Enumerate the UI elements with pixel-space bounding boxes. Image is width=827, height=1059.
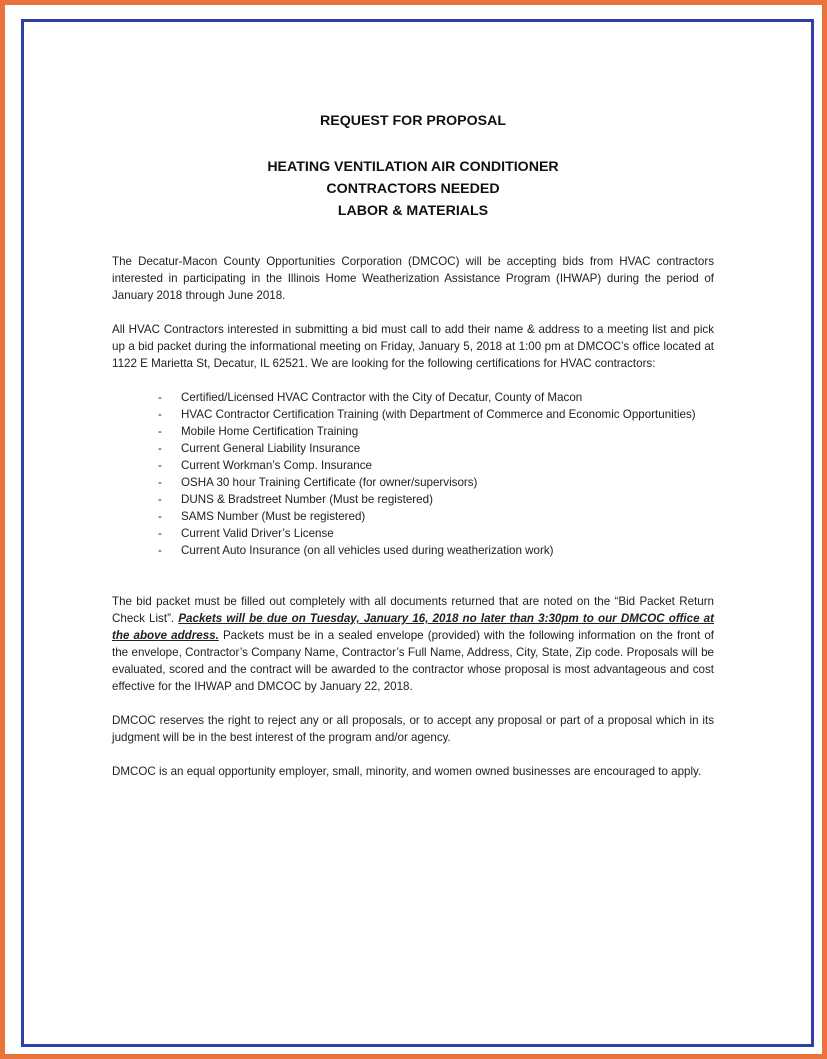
list-item xyxy=(112,457,714,474)
bullet-dash: - xyxy=(158,493,162,506)
list-item xyxy=(112,440,714,457)
list-item-text: DUNS & Bradstreet Number (Must be registered) xyxy=(181,493,433,506)
subtitle-line-3: LABOR & MATERIALS xyxy=(337,203,489,219)
list-item xyxy=(112,406,714,423)
bullet-dash: - xyxy=(158,408,162,421)
bullet-dash: - xyxy=(158,476,162,489)
list-item-text: OSHA 30 hour Training Certificate (for owner/supervisors) xyxy=(181,476,478,489)
list-item xyxy=(112,423,714,440)
bid-packet-text-end: Packets must be in a sealed envelope (provided) with the following information on the front of the envelope, Contractor’s Company Name, Contractor’s Full Name, Address, City, State, Zip code. Proposals will be evaluated, scored and the contract will be awarded to the contractor whose proposal is most advantageous and cost effective for the IHWAP and DMCOC by January 22, 2018. xyxy=(112,629,714,693)
list-item xyxy=(112,474,714,491)
bullet-dash: - xyxy=(158,391,162,404)
intro-paragraph: The Decatur-Macon County Opportunities Corporation (DMCOC) will be accepting bids from HVAC contractors interested in participating in the Illinois Home Weatherization Assistance Program (IHWAP) during the period of January 2018 through June 2018. xyxy=(112,255,714,302)
reserves-paragraph: DMCOC reserves the right to reject any or all proposals, or to accept any proposal or part of a proposal which in its judgment will be in the best interest of the program and/or agency. xyxy=(112,714,714,744)
list-item-text: Mobile Home Certification Training xyxy=(181,425,359,438)
document-title: REQUEST FOR PROPOSAL xyxy=(319,113,507,129)
subtitle-line-1: HEATING VENTILATION AIR CONDITIONER xyxy=(267,159,559,175)
equal-opportunity-paragraph: DMCOC is an equal opportunity employer, small, minority, and women owned businesses are encouraged to apply. xyxy=(112,765,702,778)
list-item-text: Current Workman’s Comp. Insurance xyxy=(181,459,372,472)
list-item xyxy=(112,525,714,542)
subtitle-block xyxy=(112,156,714,222)
list-item-text: Current Valid Driver’s License xyxy=(181,527,334,540)
bullet-dash: - xyxy=(158,510,162,523)
certification-list xyxy=(112,389,714,559)
due-date-emphasis: Packets will be due on Tuesday, January 16, 2018 no later than 3:30pm to our DMCOC office at the above address. xyxy=(112,612,714,642)
bullet-dash: - xyxy=(158,459,162,472)
list-item-text: Current Auto Insurance (on all vehicles used during weatherization work) xyxy=(181,544,554,557)
bullet-dash: - xyxy=(158,544,162,557)
bid-packet-text-start: The bid packet must be filled out completely with all documents returned that are noted on the “Bid Packet Return Check List”. xyxy=(112,595,714,625)
bullet-dash: - xyxy=(158,442,162,455)
list-item-text: SAMS Number (Must be registered) xyxy=(181,510,366,523)
subtitle-line-2: CONTRACTORS NEEDED xyxy=(326,181,500,197)
list-item xyxy=(112,542,714,559)
list-item-text: HVAC Contractor Certification Training (with Department of Commerce and Economic Opportunities) xyxy=(181,408,696,421)
meeting-paragraph: All HVAC Contractors interested in submitting a bid must call to add their name & address to a meeting list and pick up a bid packet during the informational meeting on Friday, January 5, 2018 at 1:00 pm at DMCOC’s office located at 1122 E Marietta St, Decatur, IL 62521. We are looking for the following certifications for HVAC contractors: xyxy=(112,323,714,370)
list-item xyxy=(112,491,714,508)
bullet-dash: - xyxy=(158,527,162,540)
bid-packet-paragraph xyxy=(112,593,714,695)
list-item-text: Certified/Licensed HVAC Contractor with the City of Decatur, County of Macon xyxy=(181,391,583,404)
list-item xyxy=(112,508,714,525)
bullet-dash: - xyxy=(158,425,162,438)
list-item xyxy=(112,389,714,406)
list-item-text: Current General Liability Insurance xyxy=(181,442,361,455)
document-body xyxy=(112,110,714,780)
